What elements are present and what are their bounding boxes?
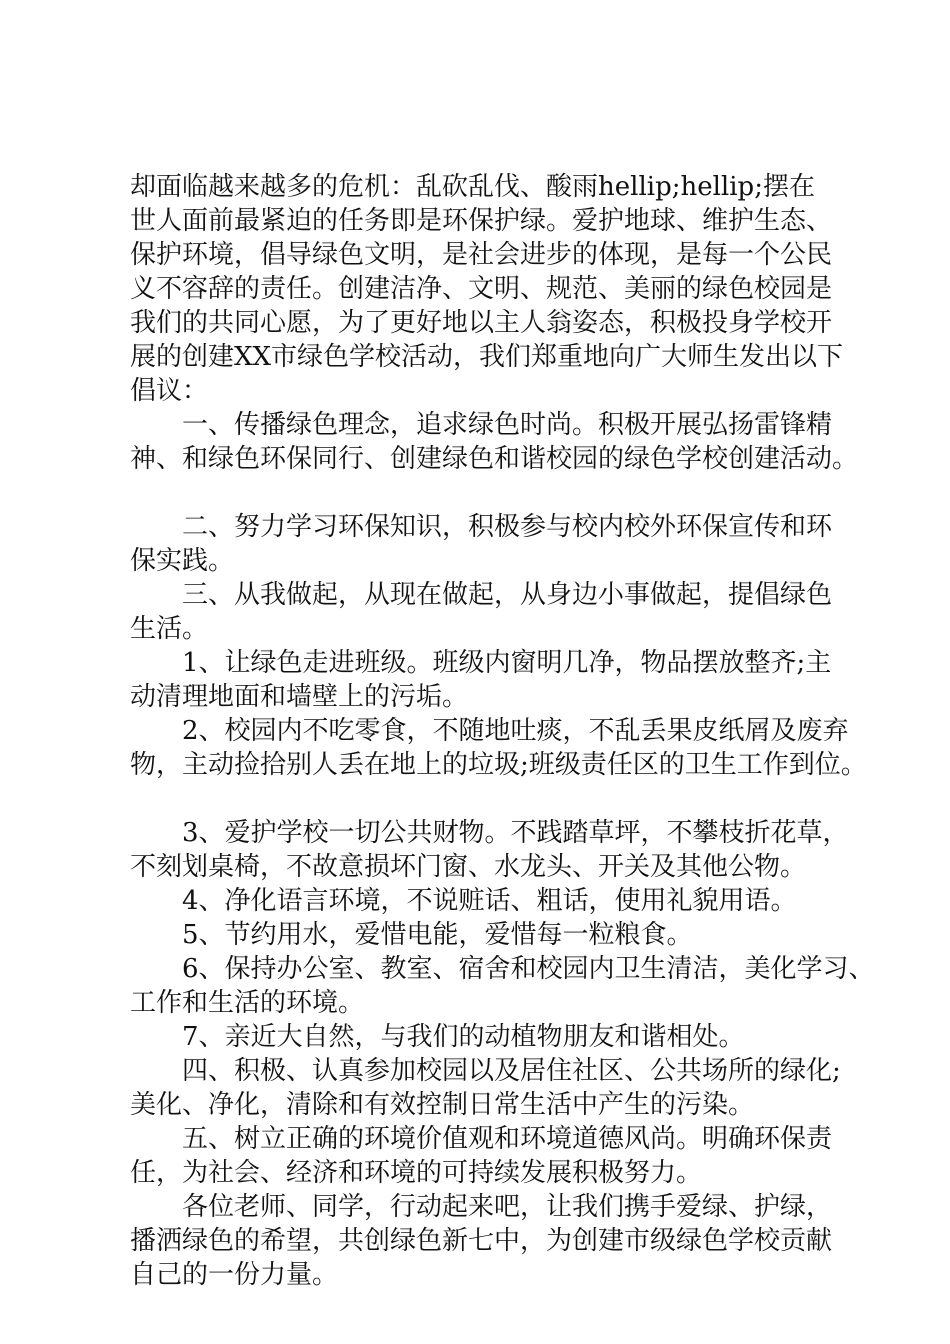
text-line: 美化、净化，清除和有效控制日常生活中产生的污染。 (130, 1090, 755, 1120)
text-line: 保护环境，倡导绿色文明，是社会进步的体现，是每一个公民 (130, 240, 833, 270)
text-line: 6、保持办公室、教室、宿舍和校园内卫生清洁，美化学习、 (130, 954, 875, 984)
text-line: 7、亲近大自然，与我们的动植物朋友和谐相处。 (130, 1022, 745, 1052)
text-line: 自己的一份力量。 (130, 1260, 339, 1290)
text-line: 2、校园内不吃零食，不随地吐痰，不乱丢果皮纸屑及废弃 (130, 716, 849, 746)
text-line: 物，主动捡拾别人丢在地上的垃圾;班级责任区的卫生工作到位。 (130, 750, 867, 780)
text-line: 神、和绿色环保同行、创建绿色和谐校园的绿色学校创建活动。 (130, 444, 859, 474)
text-line: 义不容辞的责任。创建洁净、文明、规范、美丽的绿色校园是 (130, 274, 833, 304)
text-line: 保实践。 (130, 546, 235, 576)
text-line: 不刻划桌椅，不故意损坏门窗、水龙头、开关及其他公物。 (130, 852, 807, 882)
text-line: 展的创建XX市绿色学校活动，我们郑重地向广大师生发出以下 (130, 342, 844, 372)
text-line: 四、积极、认真参加校园以及居住社区、公共场所的绿化; (130, 1056, 841, 1086)
text-line: 倡议： (130, 376, 209, 406)
text-line: 二、努力学习环保知识，积极参与校内校外环保宣传和环 (130, 512, 833, 542)
text-line: 五、树立正确的环境价值观和环境道德风尚。明确环保责 (130, 1124, 833, 1154)
text-line: 三、从我做起，从现在做起，从身边小事做起，提倡绿色 (130, 580, 833, 610)
text-line: 各位老师、同学，行动起来吧，让我们携手爱绿、护绿， (130, 1192, 833, 1222)
text-line: 却面临越来越多的危机：乱砍乱伐、酸雨hellip;hellip;摆在 (130, 172, 815, 202)
text-line: 一、传播绿色理念，追求绿色时尚。积极开展弘扬雷锋精 (130, 410, 833, 440)
text-line: 5、节约用水，爱惜电能，爱惜每一粒粮食。 (130, 920, 693, 950)
text-line: 工作和生活的环境。 (130, 988, 365, 1018)
text-line: 任，为社会、经济和环境的可持续发展积极努力。 (130, 1158, 703, 1188)
text-line: 生活。 (130, 614, 209, 644)
text-line: 动清理地面和墙壁上的污垢。 (130, 682, 469, 712)
text-line: 我们的共同心愿，为了更好地以主人翁姿态，积极投身学校开 (130, 308, 833, 338)
text-line: 播洒绿色的希望，共创绿色新七中，为创建市级绿色学校贡献 (130, 1226, 833, 1256)
text-line: 世人面前最紧迫的任务即是环保护绿。爱护地球、维护生态、 (130, 206, 833, 236)
text-line: 4、净化语言环境，不说赃话、粗话，使用礼貌用语。 (130, 886, 797, 916)
text-line: 1、让绿色走进班级。班级内窗明几净，物品摆放整齐;主 (130, 648, 832, 678)
text-line: 3、爱护学校一切公共财物。不践踏草坪，不攀枝折花草， (130, 818, 849, 848)
